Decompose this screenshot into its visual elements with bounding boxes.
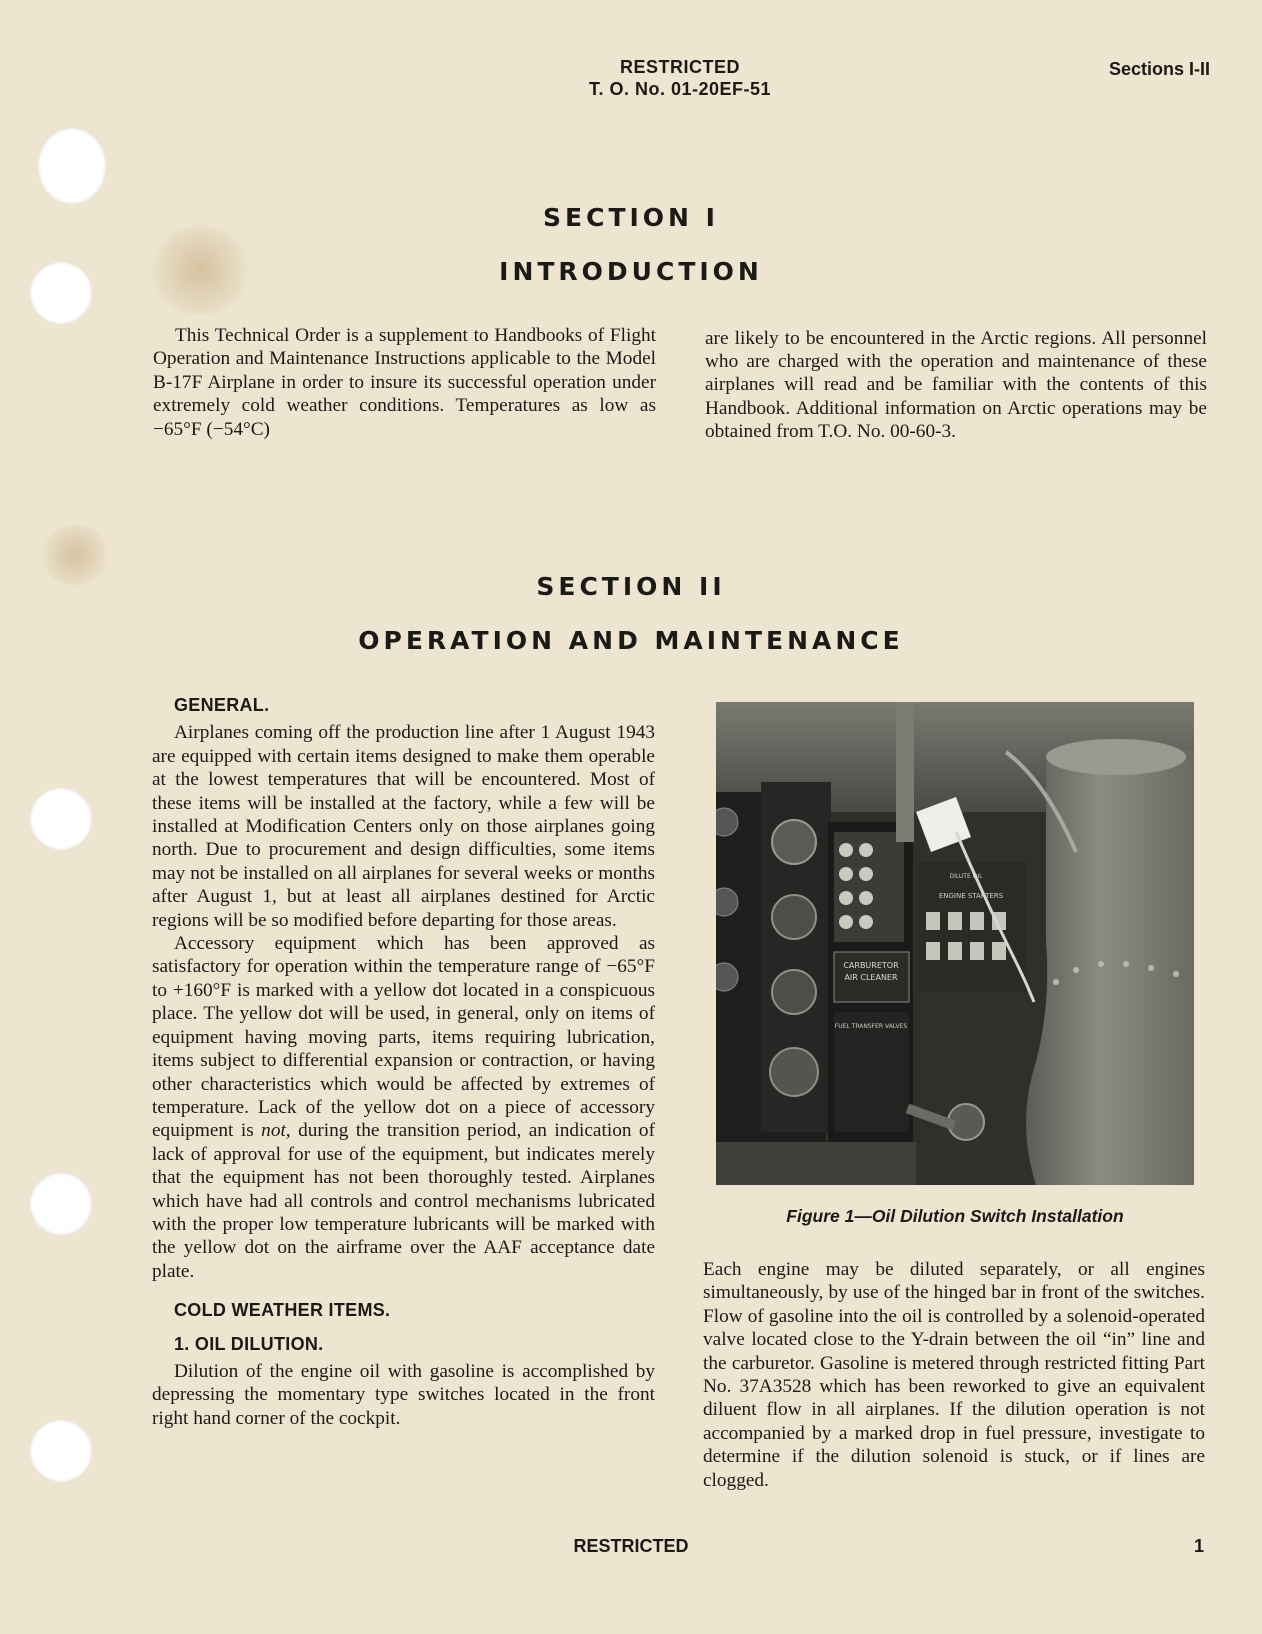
section-1-label: SECTION I xyxy=(543,203,719,232)
footer-classification: RESTRICTED xyxy=(573,1536,689,1556)
binder-hole xyxy=(30,788,92,850)
general-paragraph-2 xyxy=(152,932,655,1283)
intro-right-column xyxy=(705,327,1207,443)
header-to-number: T. O. No. 01-20EF-51 xyxy=(588,79,772,99)
intro-left-column xyxy=(153,324,656,441)
general-paragraph-1: Airplanes coming off the production line after 1 August 1943 are equipped with certain items designed to make them operable at the lowest temperatures that will be encountered. Most of these items will be installed at the factory, while a few will be installed at Modification Centers only on those airplanes going north. Due to procurement and design difficulties, some items may not be installed on all airplanes for several weeks or months after August 1, but at least all airplanes destined for Arctic regions will be so modified before departing for those areas. xyxy=(152,722,655,931)
intro-paragraph-right: are likely to be encountered in the Arctic regions. All personnel who are charged with the operation and maintenance of these airplanes will read and be familiar with the contents of this Handbook. Additional information on Arctic operations may be obtained from T.O. No. 00-60-3. xyxy=(705,328,1207,442)
section-2-left-column xyxy=(152,694,655,1430)
header-sections: Sections I-II xyxy=(1108,59,1210,79)
panel-label-air-cleaner: AIR CLEANER xyxy=(844,973,898,982)
section-1-title: INTRODUCTION xyxy=(499,257,763,286)
page-header xyxy=(520,56,840,100)
cold-weather-heading: COLD WEATHER ITEMS. xyxy=(174,1300,391,1321)
general-heading: GENERAL. xyxy=(174,695,270,715)
header-classification: RESTRICTED xyxy=(619,57,740,77)
intro-paragraph-left: This Technical Order is a supplement to Handbooks of Flight Operation and Maintenance Instructions applicable to the Model B-17F Airplane in order to insure its successful operation under extremely cold weather conditions. Temperatures as low as −65°F (−54°C) xyxy=(153,325,656,440)
section-2-right-column xyxy=(703,1258,1205,1492)
binder-hole xyxy=(30,1173,92,1235)
general-paragraph-2-b: during the transition period, an indication of lack of approval for use of the equipment, but indicates merely that the equipment has not been thoroughly tested. Airplanes which have had all controls and control mechanisms lubricated with the proper low temperature lubricants will be marked with the yellow dot on the airframe over the AAF acceptance date plate. xyxy=(152,1120,655,1282)
figure-1-photo xyxy=(716,702,1194,1185)
binder-hole xyxy=(30,1420,92,1482)
binder-hole xyxy=(38,128,106,204)
section-2-title: OPERATION AND MAINTENANCE xyxy=(358,626,904,655)
oil-dilution-continued-paragraph: Each engine may be diluted separately, or all engines simultaneously, by use of the hinged bar in front of the switches. Flow of gasoline into the oil is controlled by a solenoid-operated valve located close to the Y-drain between the oil “in” line and the carburetor. Gasoline is metered through restricted fitting Part No. 37A3528 which has been reworked to give an equivalent diluent flow in all airplanes. If the dilution operation is not accompanied by a marked drop in fuel pressure, investigate to determine if the dilution solenoid is stuck, or if lines are clogged. xyxy=(703,1259,1205,1491)
panel-label-carburetor: CARBURETOR xyxy=(843,961,899,970)
cockpit-photo-illustration xyxy=(716,702,1194,1185)
figure-1-caption: Figure 1—Oil Dilution Switch Installation xyxy=(786,1206,1124,1226)
oil-dilution-paragraph: Dilution of the engine oil with gasoline is accomplished by depressing the momentary type switches located in the front right hand corner of the cockpit. xyxy=(152,1360,655,1429)
oil-dilution-heading: 1. OIL DILUTION. xyxy=(174,1333,324,1354)
panel-label-fuel-transfer: FUEL TRANSFER VALVES xyxy=(834,1023,908,1030)
panel-label-engine-starters: ENGINE STARTERS xyxy=(938,892,1004,900)
general-paragraph-2-a: Accessory equipment which has been approved as satisfactory for operation within the temperature range of −65°F to +160°F is marked with a yellow dot located in a conspicuous place. The yellow dot will be used, in general, only on items of equipment having moving parts, items requiring lubrication, items subject to differential expansion or contraction, or having other characteristics which would be affected by extremes of temperature. Lack of the yellow dot on a piece of accessory equipment is xyxy=(152,933,655,1142)
general-paragraph-2-emphasis: not, xyxy=(261,1120,291,1142)
page-number: 1 xyxy=(1193,1536,1204,1556)
panel-label-dilute-oil: DILUTE OIL xyxy=(949,873,983,880)
section-2-label: SECTION II xyxy=(536,572,726,601)
